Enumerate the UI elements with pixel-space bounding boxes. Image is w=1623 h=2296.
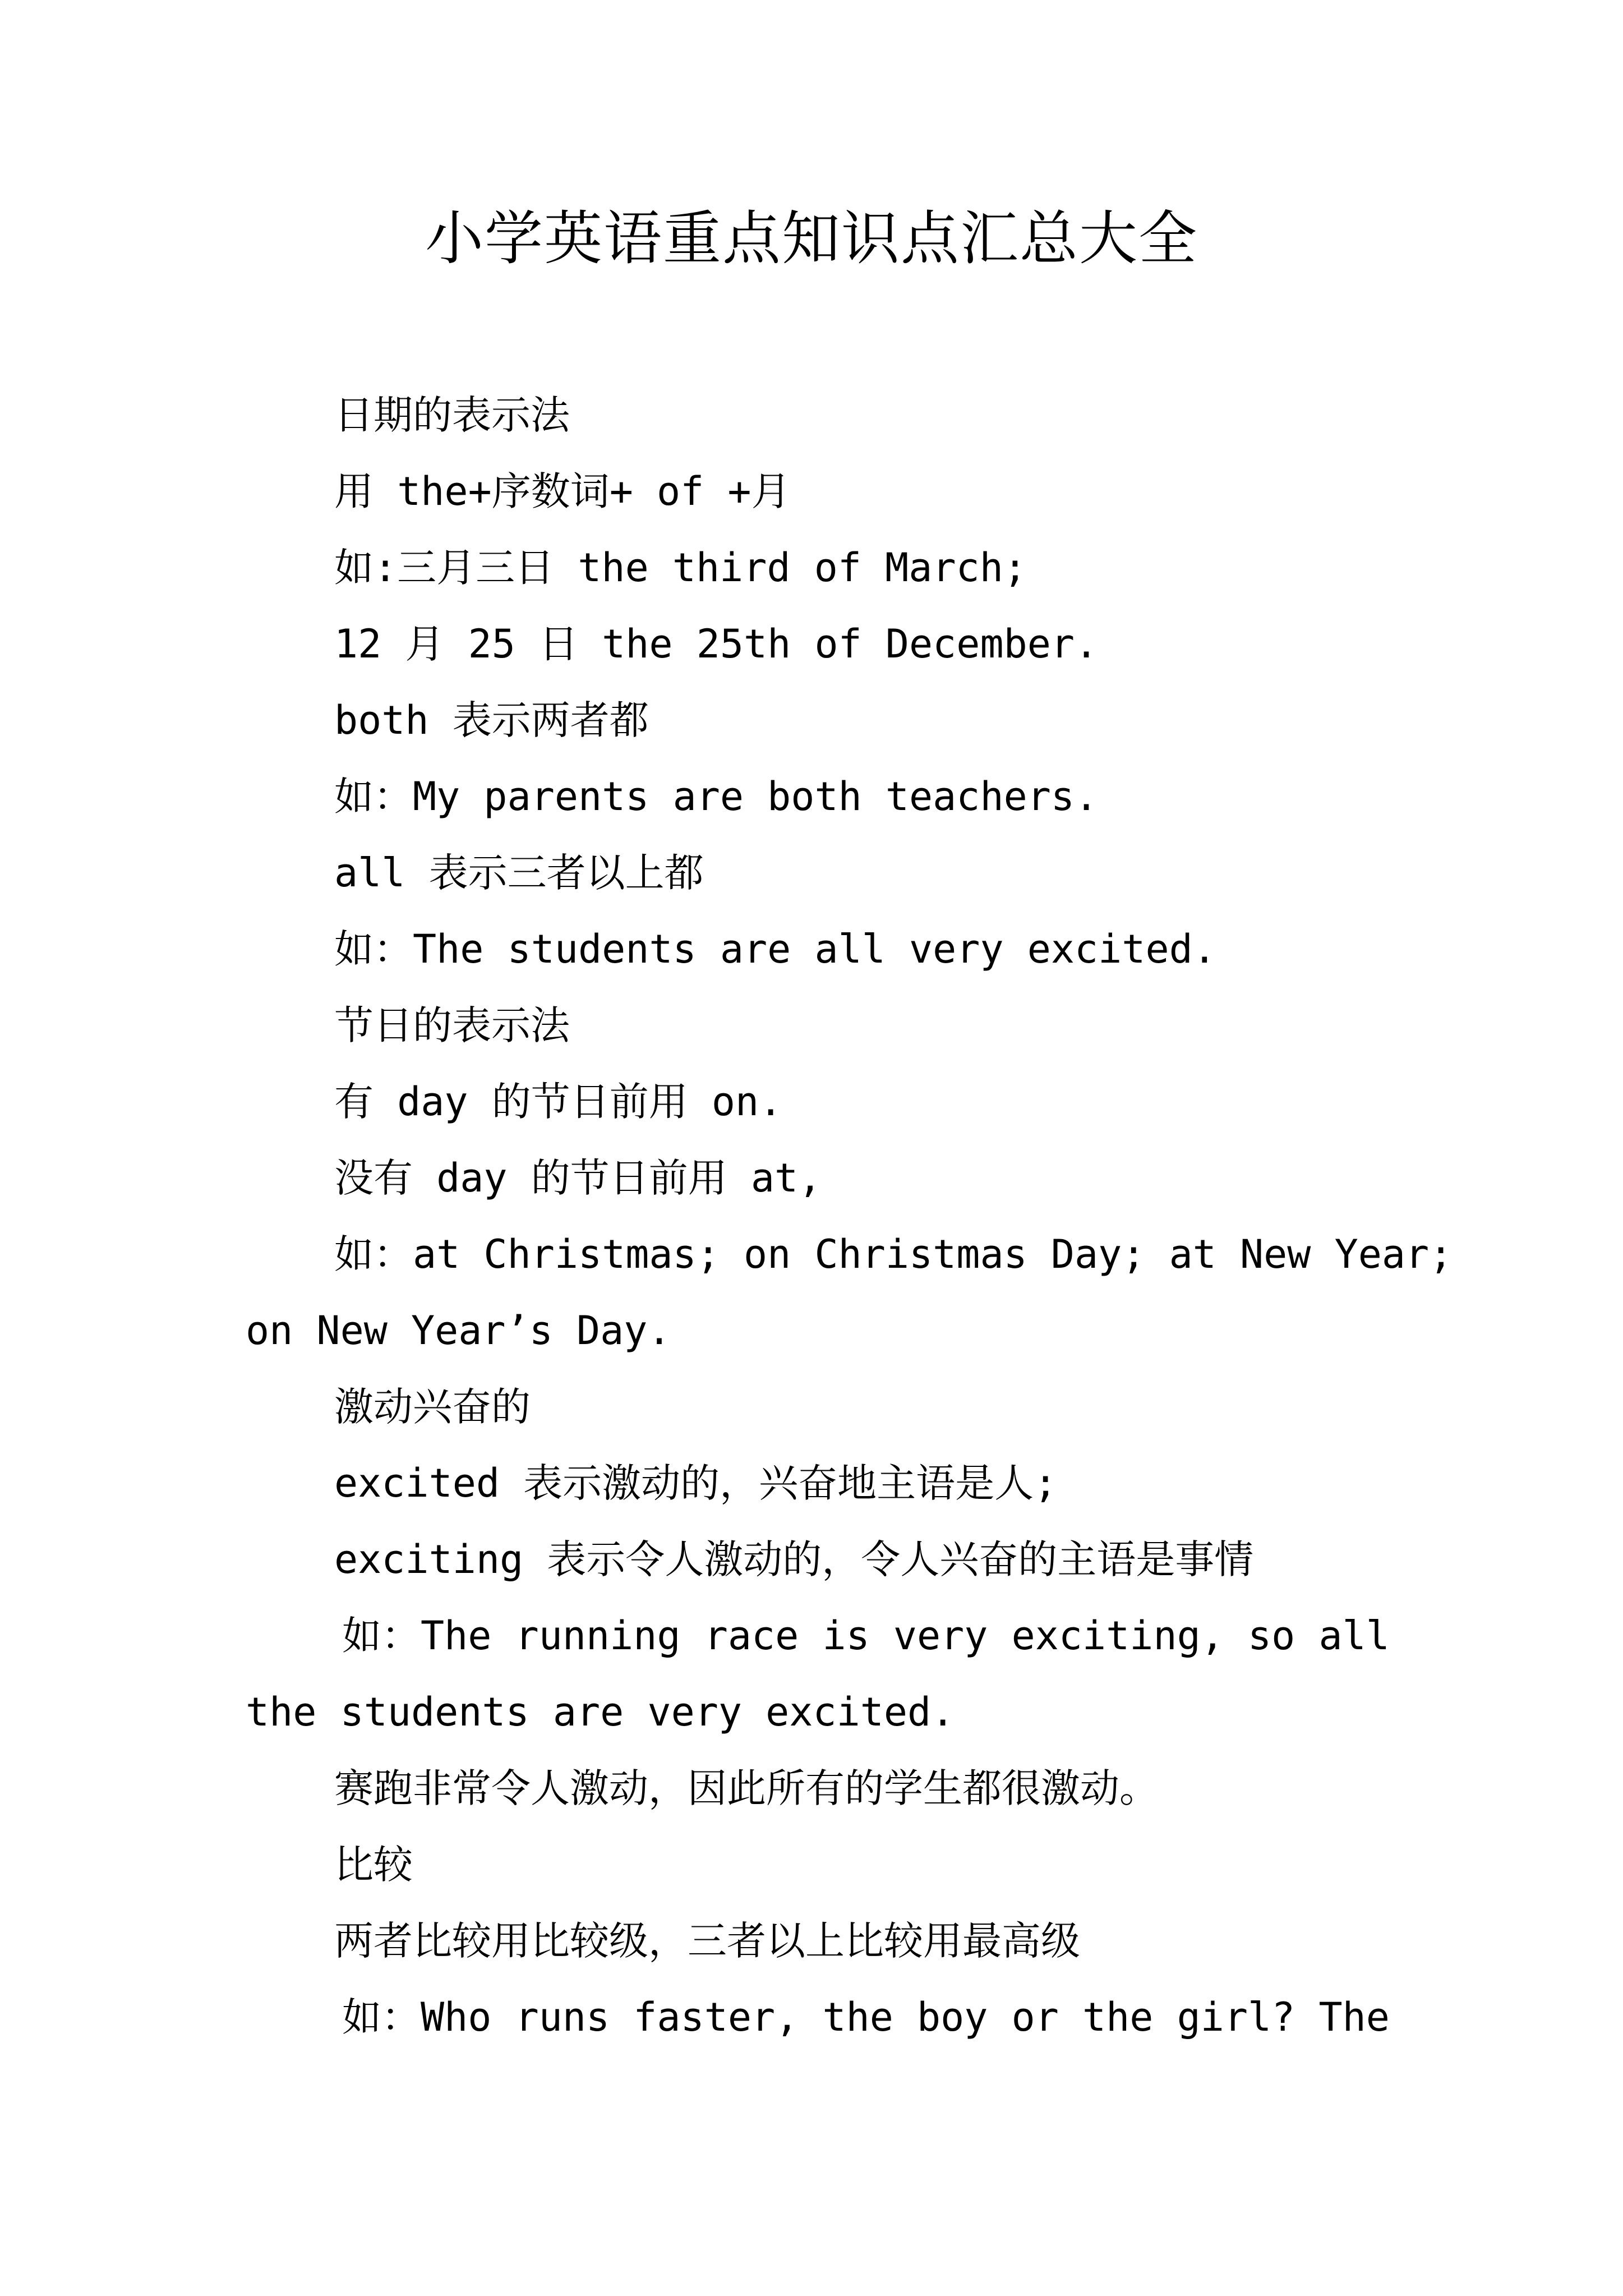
text-line: 12 月 25 日 the 25th of December. bbox=[334, 621, 1099, 667]
text-line: 赛跑非常令人激动，因此所有的学生都很激动。 bbox=[334, 1765, 1159, 1811]
document-title: 小学英语重点知识点汇总大全 bbox=[425, 204, 1198, 273]
text-line: 两者比较用比较级，三者以上比较用最高级 bbox=[334, 1918, 1080, 1964]
text-line: on New Year’s Day. bbox=[246, 1308, 671, 1354]
text-line: 如：at Christmas; on Christmas Day; at New Year; bbox=[334, 1231, 1453, 1277]
text-line: 激动兴奋的 bbox=[334, 1384, 531, 1430]
text-line: excited 表示激动的，兴奋地主语是人; bbox=[334, 1460, 1058, 1506]
text-line: 如：The students are all very excited. bbox=[334, 926, 1216, 972]
text-line: all 表示三者以上都 bbox=[334, 850, 704, 896]
text-line: exciting 表示令人激动的，令人兴奋的主语是事情 bbox=[334, 1536, 1254, 1582]
text-line: 如:三月三日 the third of March; bbox=[334, 545, 1027, 591]
text-line: 节日的表示法 bbox=[334, 1002, 570, 1048]
text-line: 有 day 的节日前用 on. bbox=[334, 1079, 783, 1125]
text-line: 如：Who runs faster, the boy or the girl? The bbox=[342, 1994, 1390, 2040]
text-line: 如：My parents are both teachers. bbox=[334, 774, 1099, 820]
text-line: 用 the+序数词+ of +月 bbox=[334, 468, 791, 514]
text-line: 没有 day 的节日前用 at, bbox=[334, 1155, 822, 1201]
text-line: 日期的表示法 bbox=[334, 392, 570, 438]
text-line: 如：The running race is very exciting, so all bbox=[342, 1613, 1390, 1659]
text-line: the students are very excited. bbox=[246, 1689, 955, 1735]
text-line: both 表示两者都 bbox=[334, 697, 649, 743]
text-line: 比较 bbox=[334, 1842, 413, 1888]
